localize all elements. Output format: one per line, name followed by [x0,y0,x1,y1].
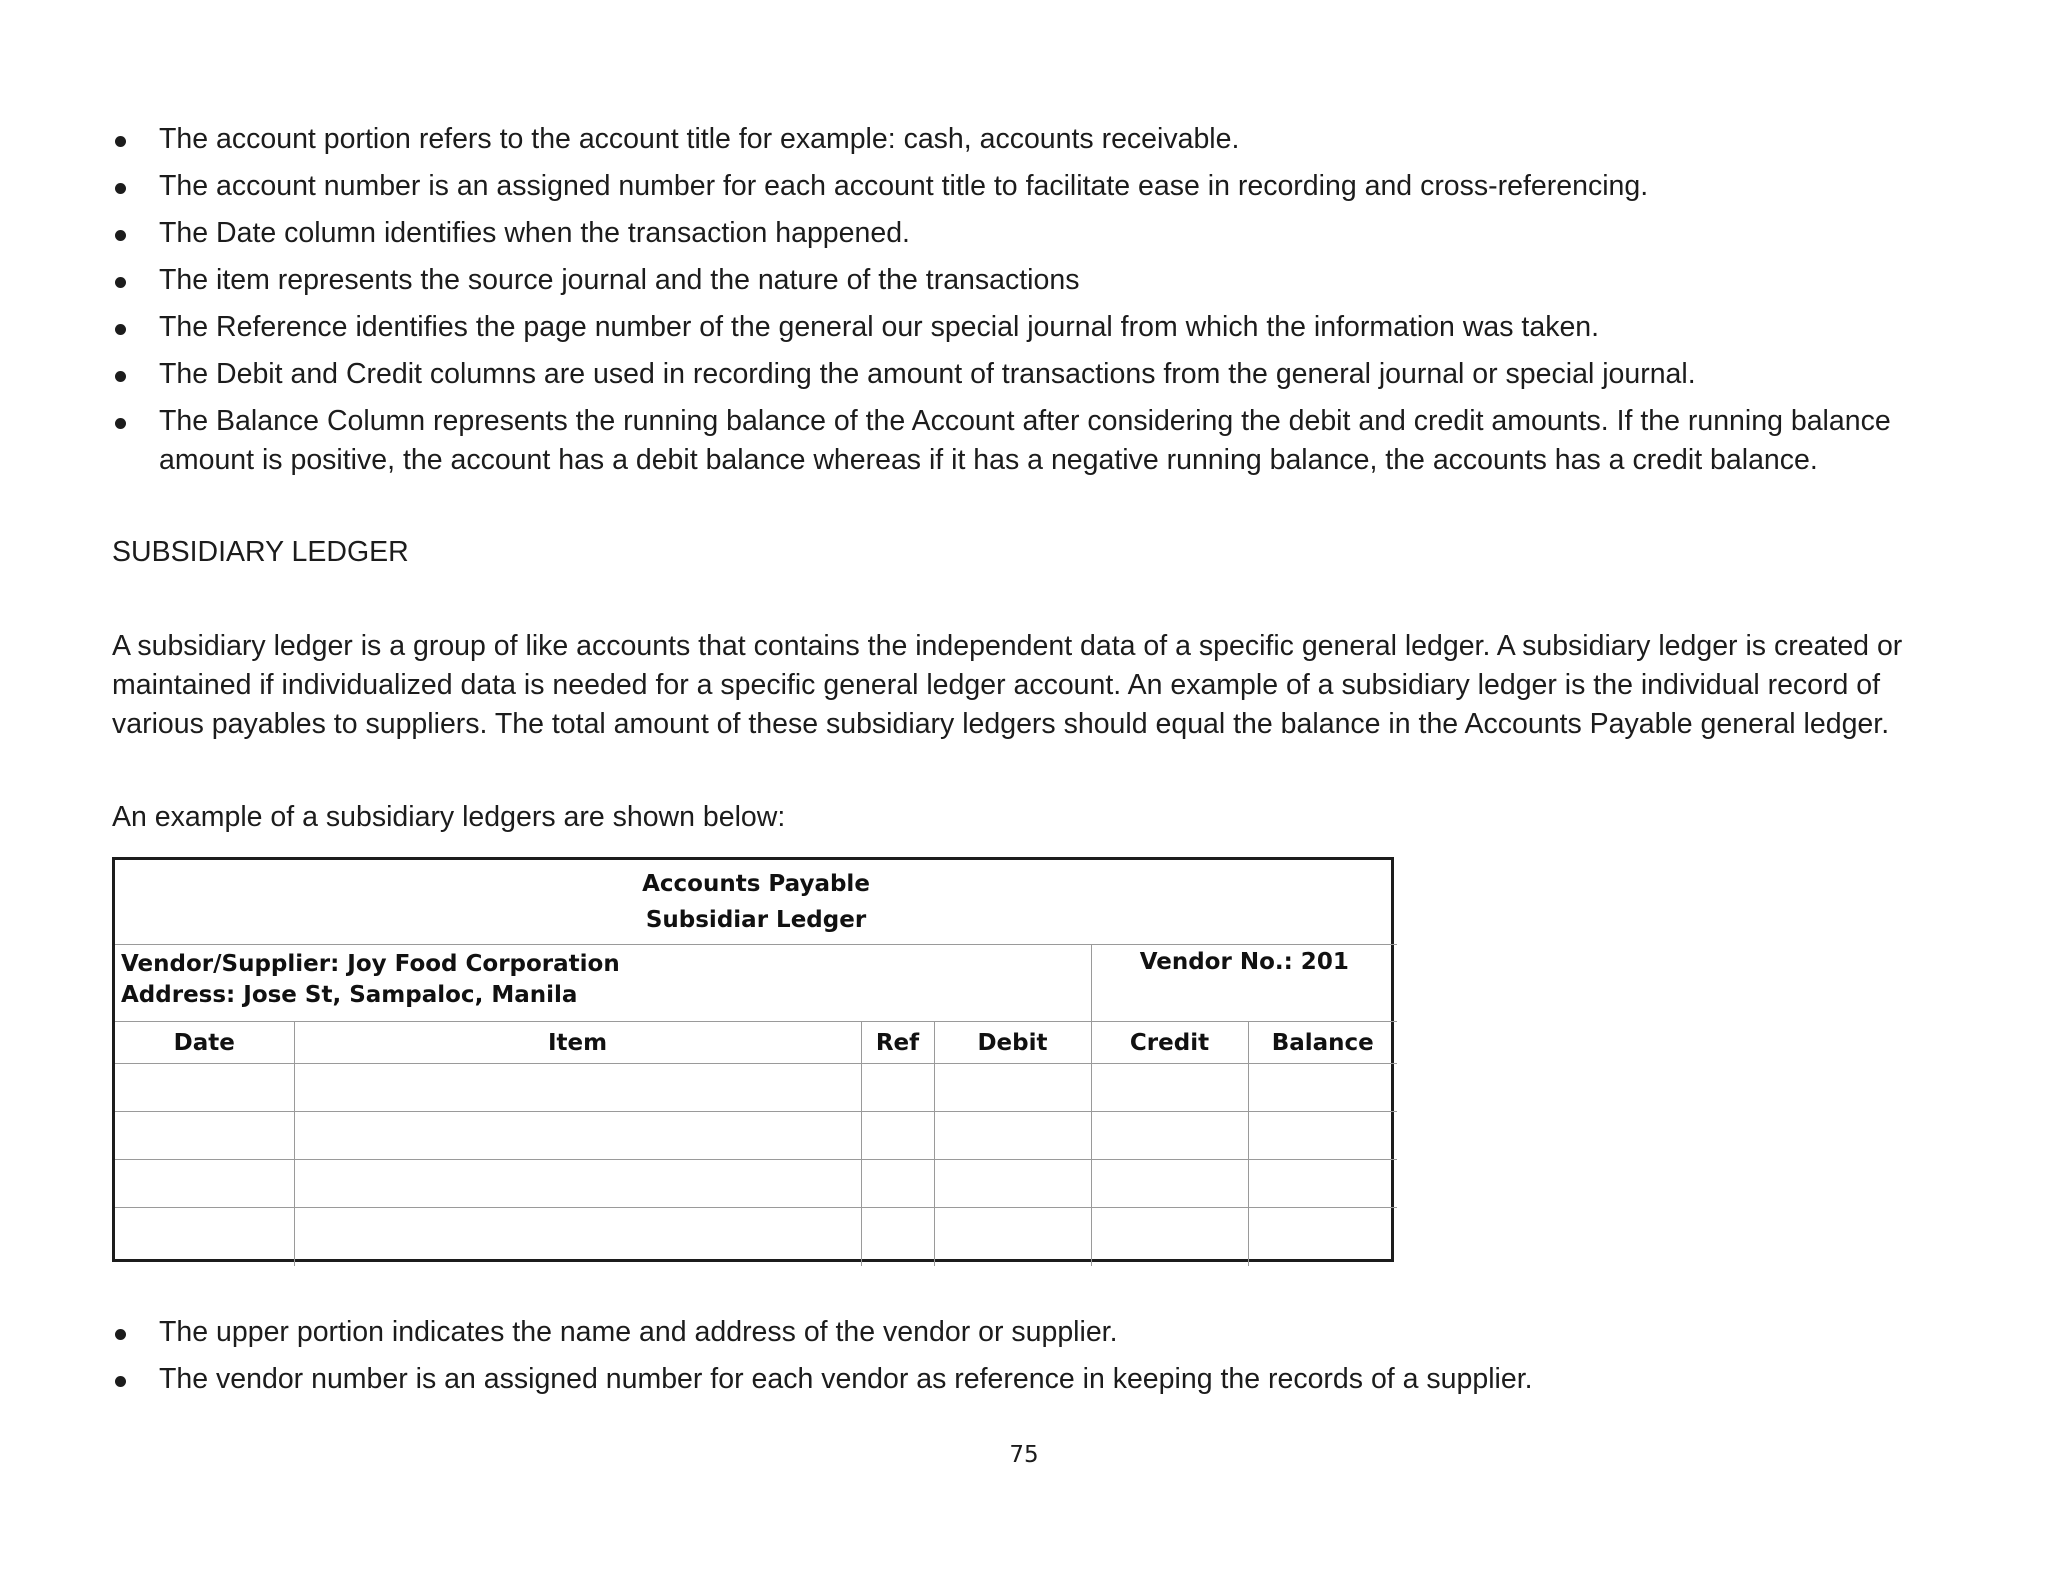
table-cell [861,1208,934,1267]
list-item [0,1360,1949,1399]
list-item-text: The Reference identifies the page number of the general our special journal from which the information was taken. [159,311,1600,343]
list-item [0,261,1949,300]
table-cell [861,1160,934,1208]
vendor-info [115,945,1091,1022]
table-cell [1091,1160,1248,1208]
table-cell [294,1208,861,1267]
table-cell [115,1208,294,1267]
table-cell [1091,1064,1248,1112]
table-cell [934,1208,1091,1267]
table-cell [1248,1064,1397,1112]
table-header-row [115,1022,1397,1064]
list-item-text: The item represents the source journal and the nature of the transactions [159,264,1080,296]
table-row [115,1064,1397,1112]
bullet-dot-icon [115,230,126,241]
column-header-item: Item [294,1022,861,1064]
table-row [115,1208,1397,1267]
bullet-dot-icon [115,1329,126,1340]
vendor-number: Vendor No.: 201 [1091,945,1397,1022]
table-cell [294,1064,861,1112]
table-cell [1248,1160,1397,1208]
list-item [0,214,1949,253]
bullet-dot-icon [115,183,126,194]
table-row [115,1112,1397,1160]
table-cell [1248,1112,1397,1160]
column-header-ref: Ref [861,1022,934,1064]
list-item [0,355,1949,394]
table-cell [115,1160,294,1208]
column-header-balance: Balance [1248,1022,1397,1064]
bullet-list-bottom [0,1313,2048,1407]
column-header-credit: Credit [1091,1022,1248,1064]
bullet-dot-icon [115,277,126,288]
column-header-debit: Debit [934,1022,1091,1064]
table-cell [294,1112,861,1160]
subsidiary-ledger-table [112,857,1394,1262]
table-cell [294,1160,861,1208]
bullet-dot-icon [115,324,126,335]
list-item [0,167,1949,206]
table-cell [934,1112,1091,1160]
intro-paragraph: An example of a subsidiary ledgers are shown below: [112,801,786,833]
list-item-text: The upper portion indicates the name and address of the vendor or supplier. [159,1316,1118,1348]
list-item [0,308,1949,347]
table-cell [1091,1112,1248,1160]
page-number: 75 [1009,1442,1039,1468]
ledger-title [115,860,1397,945]
list-item [0,1313,1949,1352]
list-item-text: The account portion refers to the account title for example: cash, accounts receivable. [159,123,1240,155]
vendor-name: Vendor/Supplier: Joy Food Corporation [121,951,620,977]
body-paragraph: A subsidiary ledger is a group of like accounts that contains the independent data of a specific general ledger. A subsidiary ledger is created or maintained if individualized data is needed for a specific general ledger account. An example of a subsidiary ledger is the individual record of various payables to suppliers. The total amount of these subsidiary ledgers should equal the balance in the Accounts Payable general ledger. [112,630,1903,740]
list-item-text: The Balance Column represents the running balance of the Account after considering the debit and credit amounts. If the running balance amount is positive, the account has a debit balance whereas if it has a negative running balance, the accounts has a credit balance. [159,405,1891,476]
table-cell [861,1064,934,1112]
bullet-dot-icon [115,136,126,147]
list-item [0,120,1949,159]
table-row [115,1160,1397,1208]
section-heading: SUBSIDIARY LEDGER [112,536,409,568]
ledger-title-line-1: Accounts Payable [642,871,870,897]
ledger-title-line-2: Subsidiar Ledger [645,907,867,933]
table-cell [115,1064,294,1112]
bullet-dot-icon [115,371,126,382]
list-item-text: The Date column identifies when the transaction happened. [159,217,910,249]
vendor-address: Address: Jose St, Sampaloc, Manila [121,982,578,1008]
column-header-date: Date [115,1022,294,1064]
table-cell [861,1112,934,1160]
bullet-list-top [0,120,2048,488]
list-item [0,402,1949,480]
list-item-text: The Debit and Credit columns are used in recording the amount of transactions from the general journal or special journal. [159,358,1696,390]
list-item-text: The vendor number is an assigned number for each vendor as reference in keeping the records of a supplier. [159,1363,1533,1395]
bullet-dot-icon [115,418,126,429]
table-cell [115,1112,294,1160]
table-cell [934,1064,1091,1112]
table-cell [1248,1208,1397,1267]
bullet-dot-icon [115,1376,126,1387]
table-cell [1091,1208,1248,1267]
table-cell [934,1160,1091,1208]
list-item-text: The account number is an assigned number for each account title to facilitate ease in recording and cross-referencing. [159,170,1649,202]
